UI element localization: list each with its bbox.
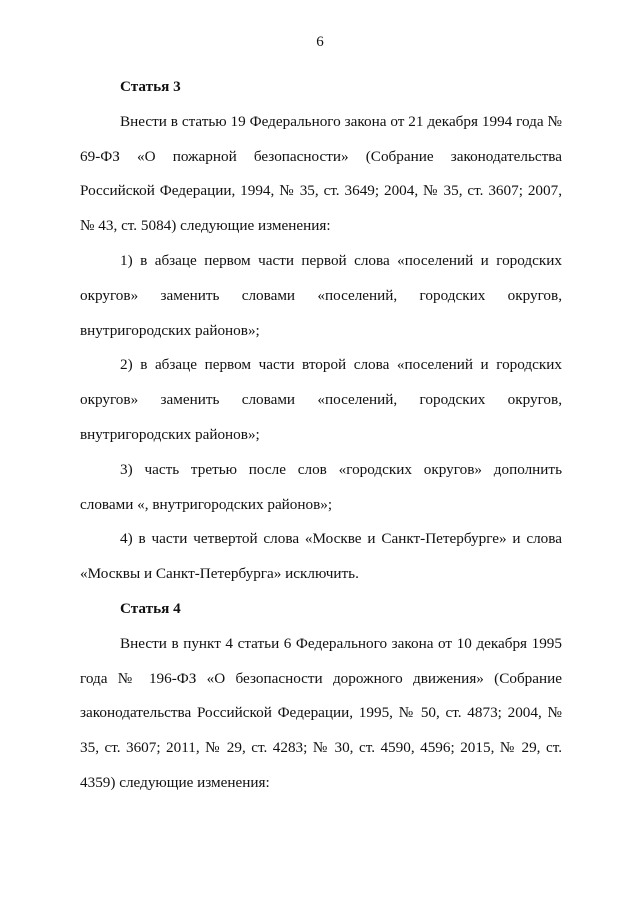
- article-4-heading: Статья 4: [120, 599, 181, 617]
- article-3-item-2: 2) в абзаце первом части второй слова «поселений и городских округов» заменить словами «поселений, городских округов, внутригородских районов»;: [80, 356, 562, 443]
- document-body: [80, 70, 562, 801]
- article-3-item-3: 3) часть третью после слов «городских округов» дополнить словами «, внутригородских районов»;: [80, 460, 562, 513]
- article-4-intro: Внести в пункт 4 статьи 6 Федерального закона от 10 декабря 1995 года № 196-ФЗ «О безопасности дорожного движения» (Собрание законодательства Российской Федерации, 1995, № 50, ст. 4873; 2004, № 35, ст. 3607; 2011, № 29, ст. 4283; № 30, ст. 4590, 4596; 2015, № 29, ст. 4359) следующие изменения:: [80, 634, 562, 791]
- article-3-intro: Внести в статью 19 Федерального закона от 21 декабря 1994 года № 69-ФЗ «О пожарной безопасности» (Собрание законодательства Российской Федерации, 1994, № 35, ст. 3649; 2004, № 35, ст. 3607; 2007, № 43, ст. 5084) следующие изменения:: [80, 112, 562, 235]
- page-number: 6: [316, 34, 324, 50]
- article-3-item-4: 4) в части четвертой слова «Москве и Санкт-Петербурге» и слова «Москвы и Санкт-Петербурга» исключить.: [80, 530, 562, 583]
- article-3-heading: Статья 3: [120, 78, 181, 95]
- article-3-item-1: 1) в абзаце первом части первой слова «поселений и городских округов» заменить словами «поселений, городских округов, внутригородских районов»;: [80, 251, 562, 339]
